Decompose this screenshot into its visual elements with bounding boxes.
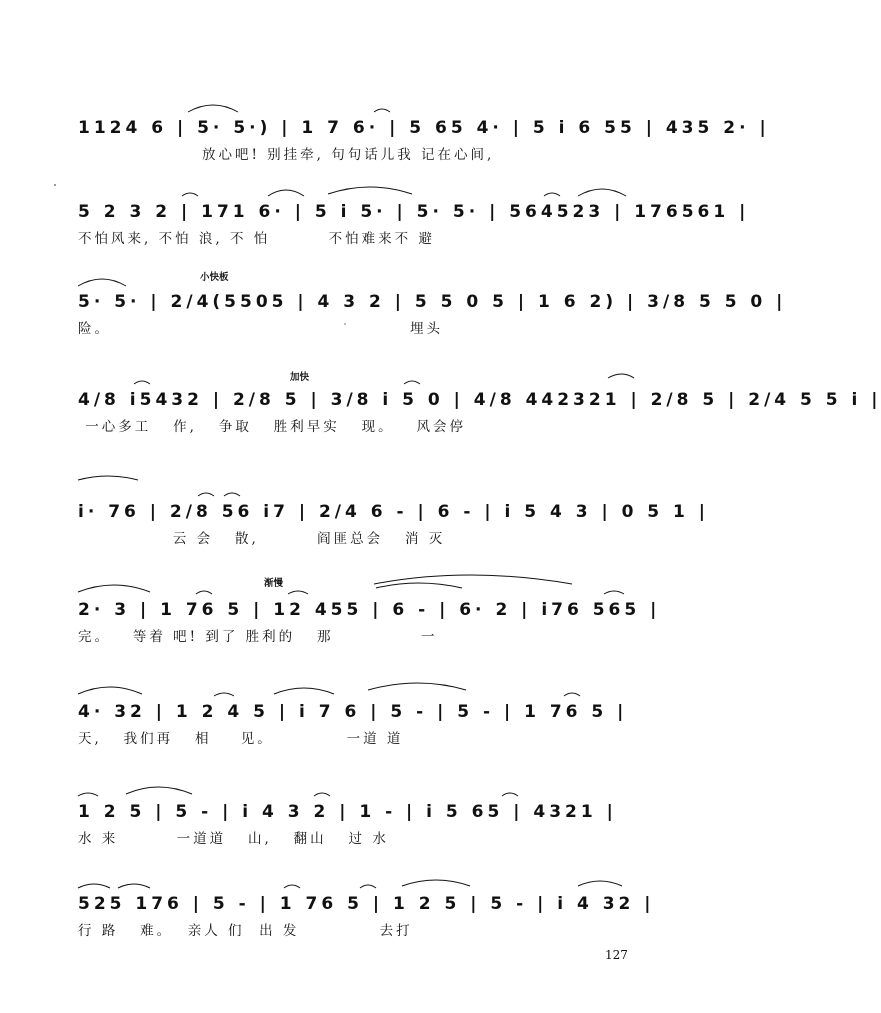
score-system-9 bbox=[78, 886, 655, 946]
jianpu-notes: 525 176 | 5 - | 1 76 5 | 1 2 5 | 5 - | i 4 32 | bbox=[78, 894, 655, 914]
lyrics-line: 一心多工 作, 争取 胜利早实 现。 风会停 bbox=[78, 419, 466, 435]
lyrics-line: 水 来 一道道 山, 翻山 过 水 bbox=[78, 831, 389, 847]
lyrics-line: 行 路 难。 亲人 们 出 发 去打 bbox=[78, 923, 413, 939]
lyrics-line: 天, 我们再 相 见。 一道 道 bbox=[78, 731, 404, 747]
lyrics-line: 云 会 散, 阎匪总会 消 灭 bbox=[78, 531, 446, 547]
score-system-1 bbox=[78, 110, 770, 170]
lyrics-line: 不怕风来, 不怕 浪, 不 怕 不怕难来不 避 bbox=[78, 231, 435, 247]
jianpu-notes: 1 2 5 | 5 - | i 4 3 2 | 1 - | i 5 65 | 4321 | bbox=[78, 802, 617, 822]
tempo-marking: 小快板 bbox=[200, 272, 229, 283]
score-system-3 bbox=[78, 272, 787, 344]
score-system-6 bbox=[78, 578, 661, 652]
jianpu-notes: 4/8 i5432 | 2/8 5 | 3/8 i 5 0 | 4/8 442321 | 2/8 5 | 2/4 5 5 i | bbox=[78, 390, 881, 410]
tempo-marking: 渐慢 bbox=[264, 578, 284, 589]
lyrics-line: 放心吧! 别挂牵, 句句话儿我 记在心间, bbox=[78, 147, 495, 163]
score-system-8 bbox=[78, 794, 643, 854]
score-system-2 bbox=[78, 194, 750, 254]
print-mark bbox=[54, 184, 56, 186]
score-system-4 bbox=[78, 372, 881, 442]
jianpu-notes: 4· 32 | 1 2 4 5 | i 7 6 | 5 - | 5 - | 1 76 5 | bbox=[78, 702, 628, 722]
jianpu-notes: 1124 6 | 5· 5·) | 1 7 6· | 5 65 4· | 5 i 6 55 | 435 2· | bbox=[78, 118, 770, 138]
lyrics-line: 险。 埋头 bbox=[78, 321, 443, 337]
score-system-7 bbox=[78, 694, 643, 754]
page-number: 127 bbox=[605, 948, 628, 962]
jianpu-notes: 5· 5· | 2/4(5505 | 4 3 2 | 5 5 0 5 | 1 6 2) | 3/8 5 5 0 | bbox=[78, 292, 787, 312]
lyrics-line: 完。 等着 吧! 到了 胜利的 那 一 bbox=[78, 629, 438, 645]
score-system-5 bbox=[78, 494, 710, 554]
jianpu-notes: 5 2 3 2 | 171 6· | 5 i 5· | 5· 5· | 564523 | 176561 | bbox=[78, 202, 750, 222]
tempo-marking: 加快 bbox=[290, 372, 310, 383]
jianpu-notes: 2· 3 | 1 76 5 | 12 455 | 6 - | 6· 2 | i76 565 | bbox=[78, 600, 661, 620]
jianpu-notes: i· 76 | 2/8 56 i7 | 2/4 6 - | 6 - | i 5 4 3 | 0 5 1 | bbox=[78, 502, 710, 522]
